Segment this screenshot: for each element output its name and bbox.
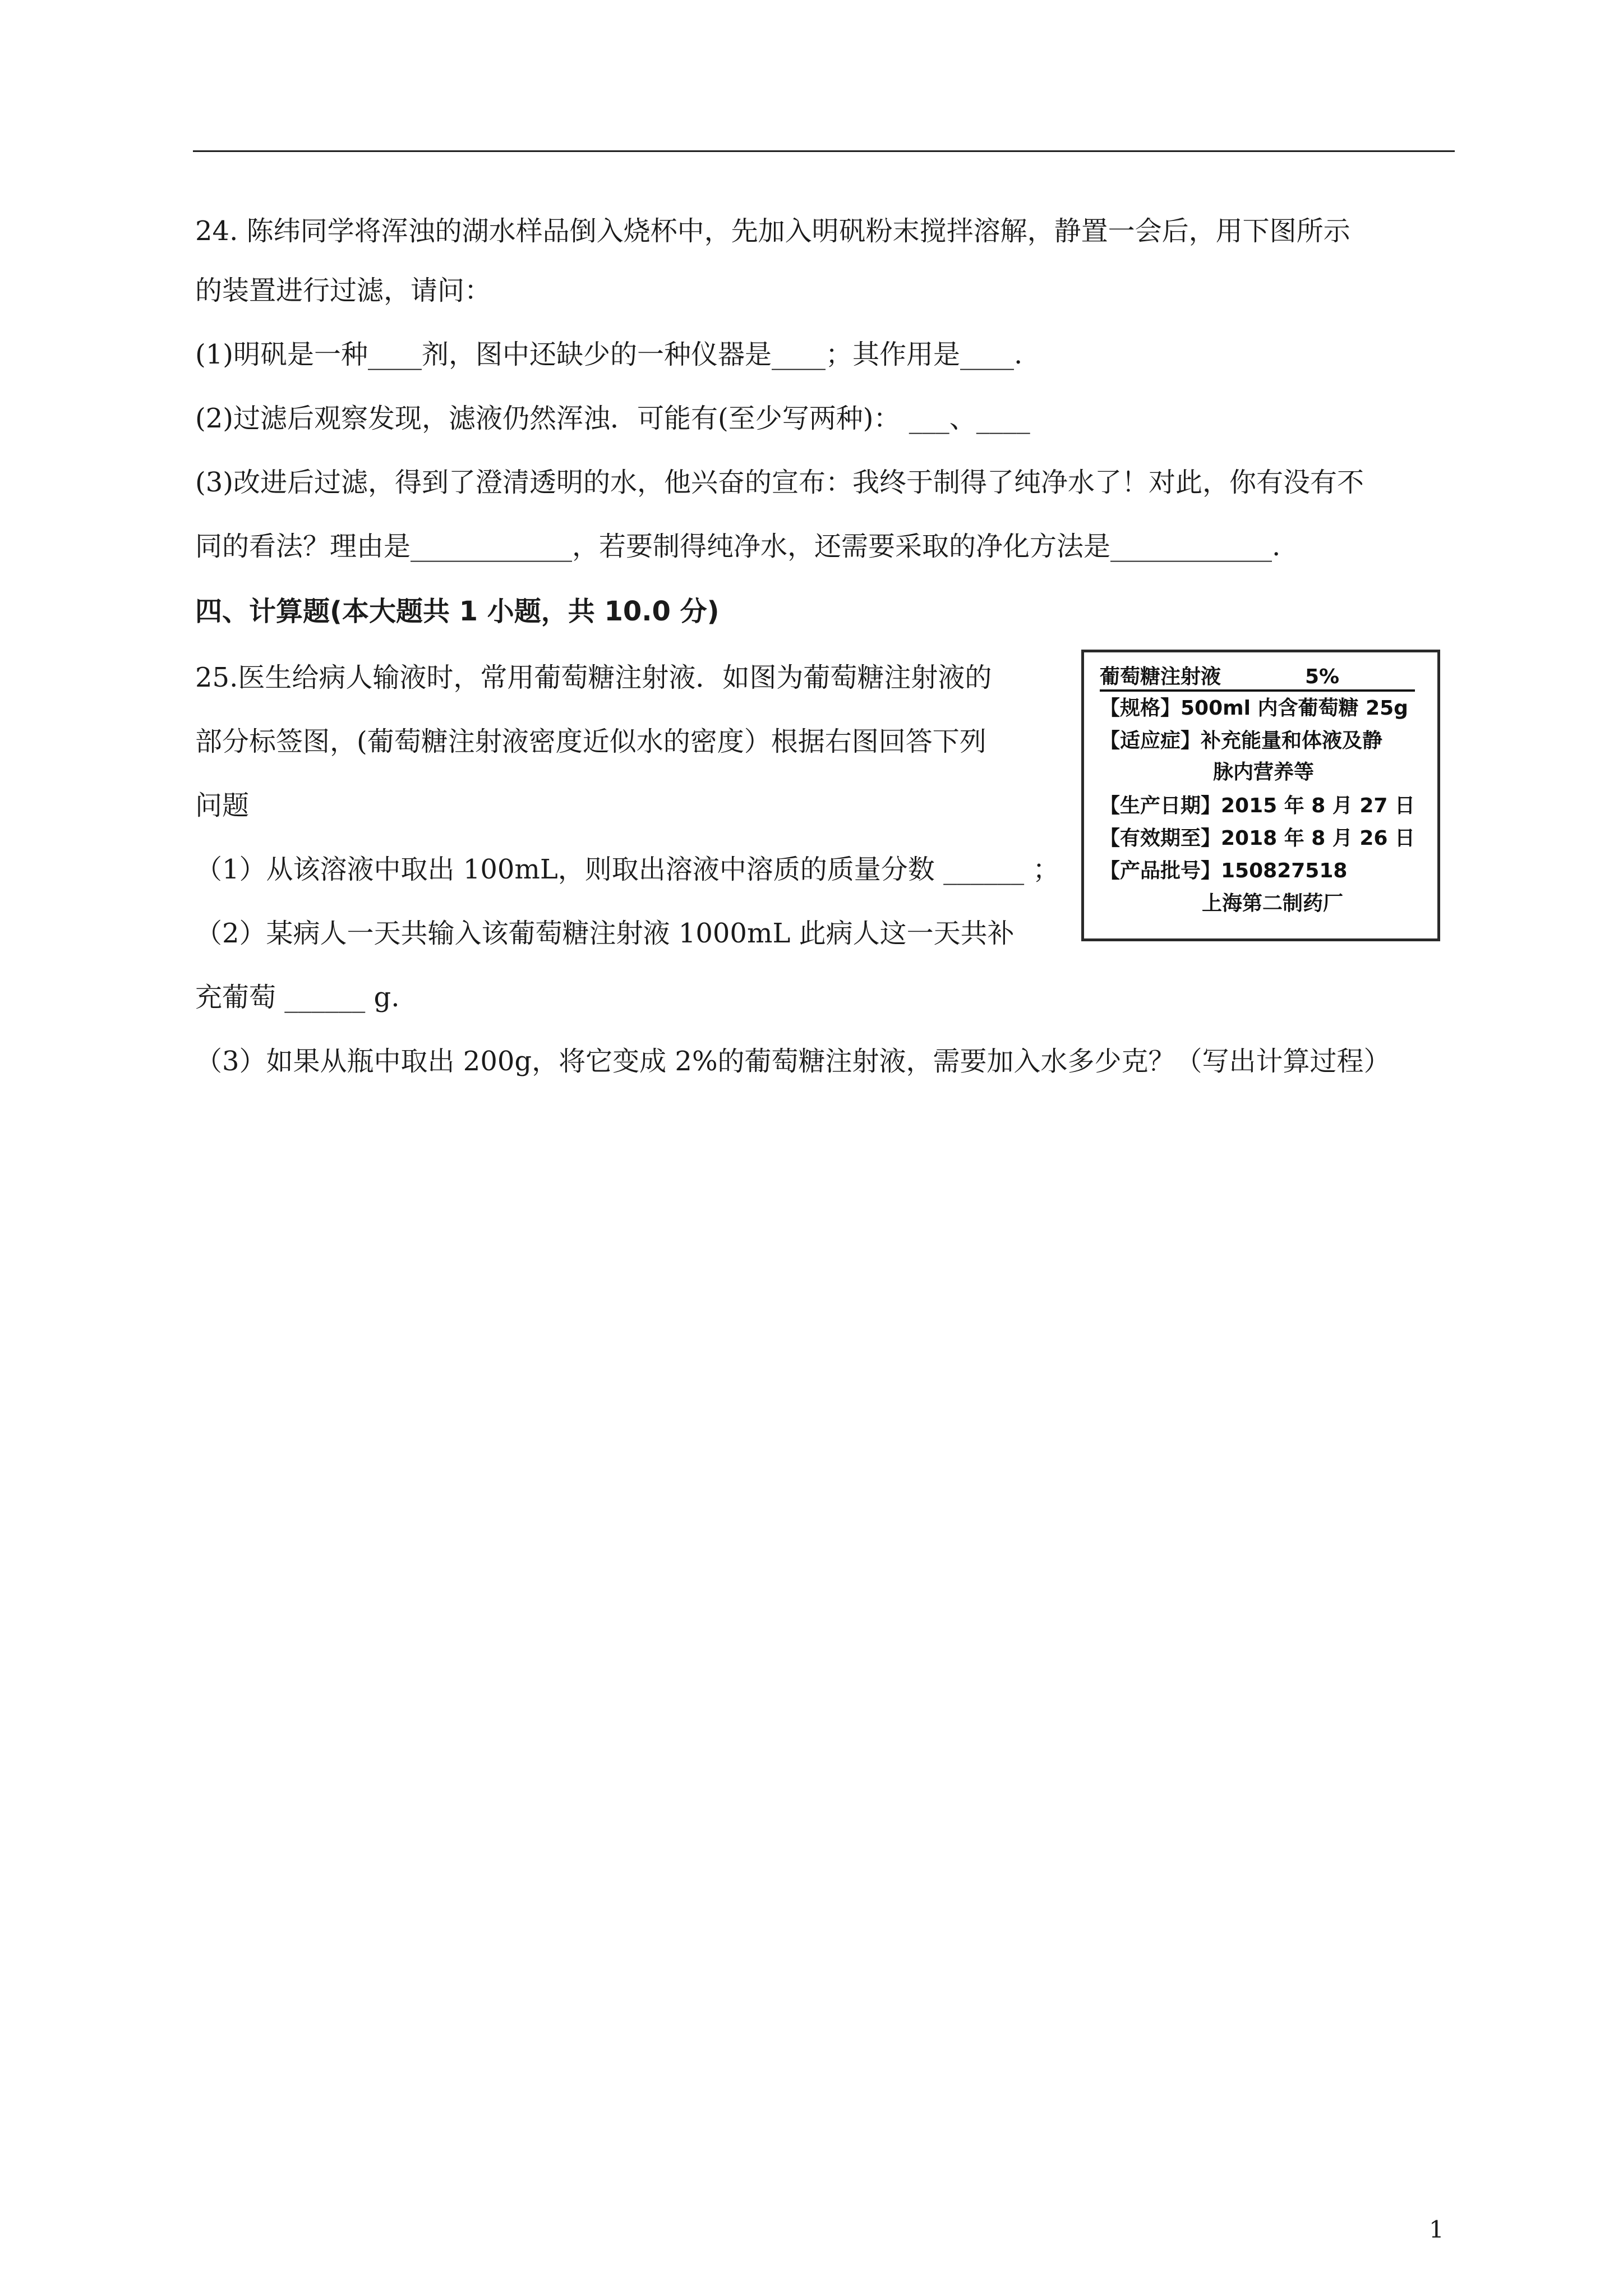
header-rule xyxy=(193,150,1455,152)
page-number: 1 xyxy=(1429,2216,1444,2243)
q25-part2-line1: （2）某病人一天共输入该葡萄糖注射液 1000mL 此病人这一天共补 xyxy=(195,918,1015,949)
q25-part2-line2: 充葡萄 ______ g. xyxy=(195,982,400,1013)
label-production-date: 【生产日期】2015 年 8 月 27 日 xyxy=(1100,794,1415,817)
q24-part3-line1: (3)改进后过滤，得到了澄清透明的水，他兴奋的宣布：我终于制得了纯净水了！对此，你有没有不 xyxy=(195,467,1364,498)
label-manufacturer: 上海第二制药厂 xyxy=(1202,892,1344,915)
q24-text-line2: 的装置进行过滤，请问： xyxy=(195,275,492,306)
glucose-injection-label xyxy=(1081,650,1440,941)
q25-text-line3: 问题 xyxy=(195,790,250,821)
label-expiry: 【有效期至】2018 年 8 月 26 日 xyxy=(1100,827,1415,850)
q25-part1: （1）从该溶液中取出 100mL，则取出溶液中溶质的质量分数 ______ ； xyxy=(195,854,1060,885)
q24-part3-line2: 同的看法？理由是____________，若要制得纯净水，还需要采取的净化方法是____________. xyxy=(195,531,1281,562)
section-heading: 四、计算题(本大题共 1 小题，共 10.0 分) xyxy=(195,596,720,627)
label-indication: 【适应症】补充能量和体液及静 xyxy=(1100,729,1383,752)
q24-part1: (1)明矾是一种____剂，图中还缺少的一种仪器是____；其作用是____. xyxy=(195,339,1023,370)
label-concentration: 5% xyxy=(1305,665,1340,688)
label-indication-cont: 脉内营养等 xyxy=(1213,761,1315,784)
label-title-rule xyxy=(1100,689,1415,692)
q24-part2: (2)过滤后观察发现，滤液仍然浑浊．可能有(至少写两种)： ___、____ xyxy=(195,403,1030,434)
q25-text-line2: 部分标签图，(葡萄糖注射液密度近似水的密度）根据右图回答下列 xyxy=(195,726,986,757)
q25-text-line1: 25.医生给病人输液时，常用葡萄糖注射液．如图为葡萄糖注射液的 xyxy=(195,662,992,693)
label-spec: 【规格】500ml 内含葡萄糖 25g xyxy=(1100,697,1408,720)
label-product-name: 葡萄糖注射液 xyxy=(1100,665,1221,688)
q25-part3: （3）如果从瓶中取出 200g，将它变成 2%的葡萄糖注射液，需要加入水多少克？（写出计算过程） xyxy=(195,1046,1391,1077)
label-batch-number: 【产品批号】150827518 xyxy=(1100,859,1348,882)
q24-text-line1: 24. 陈纬同学将浑浊的湖水样品倒入烧杯中，先加入明矾粉末搅拌溶解，静置一会后，用下图所示 xyxy=(195,215,1350,247)
